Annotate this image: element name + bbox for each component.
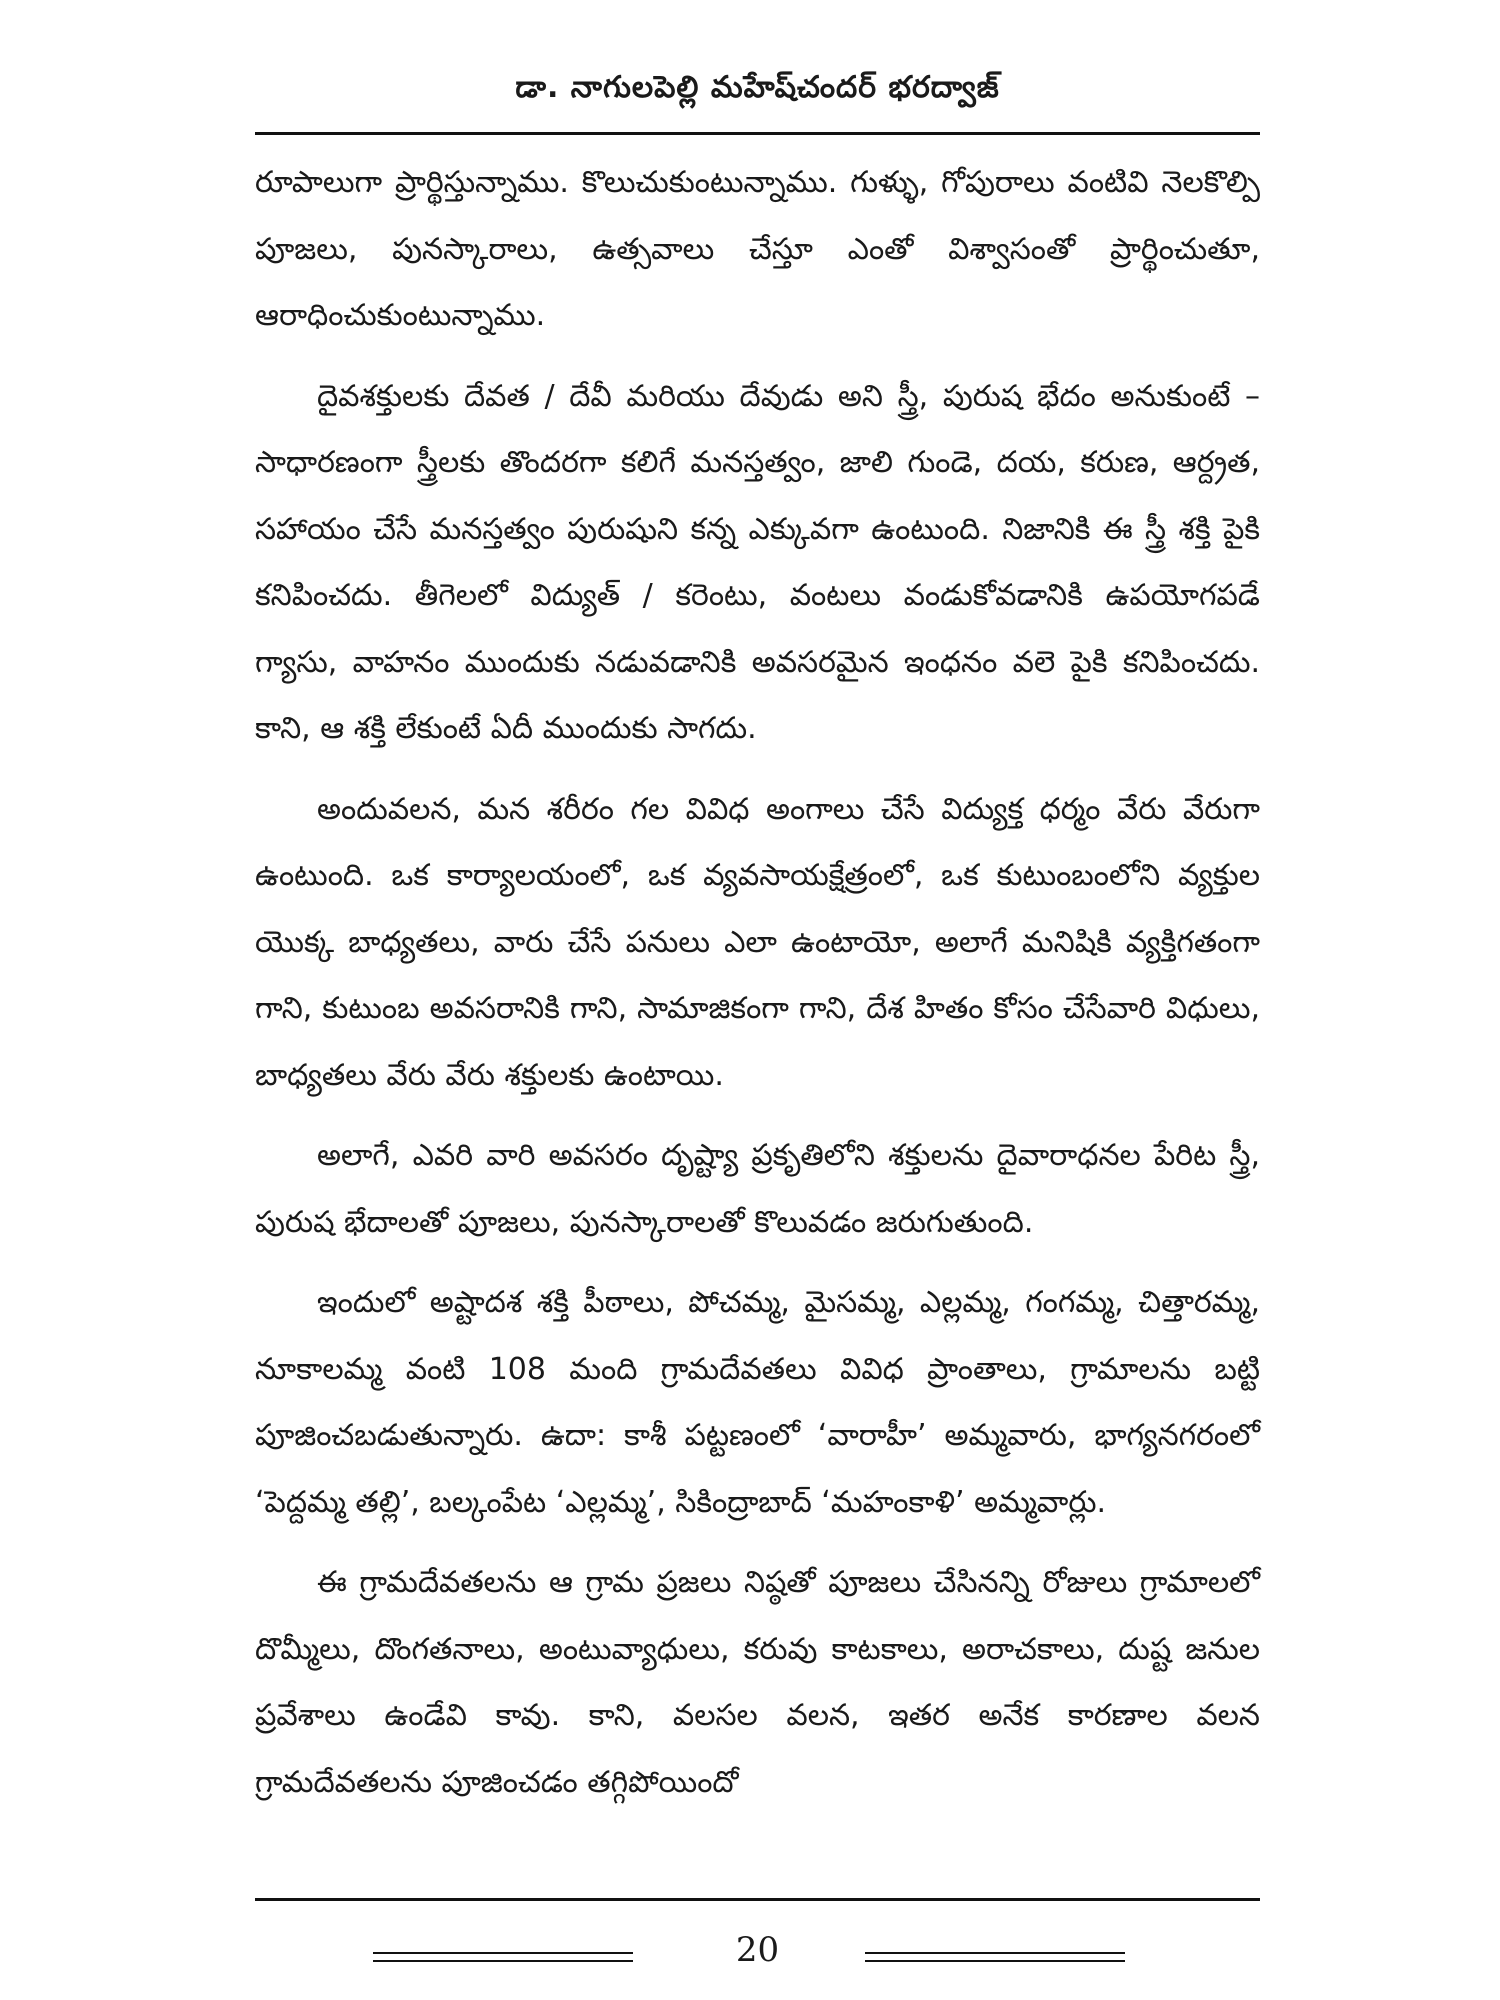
paragraph-5: ఇందులో అష్టాదశ శక్తి పీఠాలు, పోచమ్మ, మైసమ్మ, ఎల్లమ్మ, గంగమ్మ, చిత్తారమ్మ, నూకాలమ్మ వంటి 108 మంది గ్రామదేవతలు వివిధ ప్రాంతాలు, గ్రామాలను బట్టి పూజించబడుతున్నారు. ఉదా: కాశీ పట్టణంలో ‘వారాహీ’ అమ్మవారు, భాగ్యనగరంలో ‘పెద్దమ్మ తల్లి’, బల్కంపేట ‘ఎల్లమ్మ’, సికింద్రాబాద్ ‘మహంకాళి’ అమ్మవార్లు. bbox=[255, 1285, 1260, 1520]
decorative-double-rule-right bbox=[865, 1952, 1125, 1962]
running-header-author: డా. నాగులపెల్లి మహేష్‌చందర్ భరద్వాజ్ bbox=[515, 70, 1000, 105]
paragraph-3: అందువలన, మన శరీరం గల వివిధ అంగాలు చేసే విద్యుక్త ధర్మం వేరు వేరుగా ఉంటుంది. ఒక కార్యాలయంలో, ఒక వ్యవసాయక్షేత్రంలో, ఒక కుటుంబంలోని వ్యక్తుల యొక్క బాధ్యతలు, వారు చేసే పనులు ఎలా ఉంటాయో, అలాగే మనిషికి వ్యక్తిగతంగా గాని, కుటుంబ అవసరానికి గాని, సామాజికంగా గాని, దేశ హితం కోసం చేసేవారి విధులు, బాధ్యతలు వేరు వేరు శక్తులకు ఉంటాయి. bbox=[255, 791, 1260, 1093]
page-number: 20 bbox=[735, 1930, 780, 1970]
paragraph-1: రూపాలుగా ప్రార్థిస్తున్నాము. కొలుచుకుంటున్నాము. గుళ్ళు, గోపురాలు వంటివి నెలకొల్పి పూజలు, పునస్కారాలు, ఉత్సవాలు చేస్తూ ఎంతో విశ్వాసంతో ప్రార్థించుతూ, ఆరాధించుకుంటున్నాము. bbox=[255, 165, 1260, 333]
footer-rule bbox=[255, 1898, 1260, 1901]
body-text bbox=[255, 150, 1260, 1830]
header-rule bbox=[255, 132, 1260, 135]
paragraph-4: అలాగే, ఎవరి వారి అవసరం దృష్ట్యా ప్రకృతిలోని శక్తులను దైవారాధనల పేరిట స్త్రీ, పురుష భేదాలతో పూజలు, పునస్కారాలతో కొలువడం జరుగుతుంది. bbox=[255, 1138, 1260, 1240]
paragraph-2: దైవశక్తులకు దేవత / దేవీ మరియు దేవుడు అని స్త్రీ, పురుష భేదం అనుకుంటే – సాధారణంగా స్త్రీలకు తొందరగా కలిగే మనస్తత్వం, జాలి గుండె, దయ, కరుణ, ఆర్ద్రత, సహాయం చేసే మనస్తత్వం పురుషుని కన్న ఎక్కువగా ఉంటుంది. నిజానికి ఈ స్త్రీ శక్తి పైకి కనిపించదు. తీగెలలో విద్యుత్ / కరెంటు, వంటలు వండుకోవడానికి ఉపయోగపడే గ్యాసు, వాహనం ముందుకు నడువడానికి అవసరమైన ఇంధనం వలె పైకి కనిపించదు. కాని, ఆ శక్తి లేకుంటే ఏదీ ముందుకు సాగదు. bbox=[255, 378, 1260, 746]
paragraph-6: ఈ గ్రామదేవతలను ఆ గ్రామ ప్రజలు నిష్ఠతో పూజలు చేసినన్ని రోజులు గ్రామాలలో దొమ్మీలు, దొంగతనాలు, అంటువ్యాధులు, కరువు కాటకాలు, అరాచకాలు, దుష్ట జనుల ప్రవేశాలు ఉండేవి కావు. కాని, వలసల వలన, ఇతర అనేక కారణాల వలన గ్రామదేవతలను పూజించడం తగ్గిపోయిందో bbox=[255, 1565, 1260, 1800]
page-number-row bbox=[255, 1930, 1260, 1980]
